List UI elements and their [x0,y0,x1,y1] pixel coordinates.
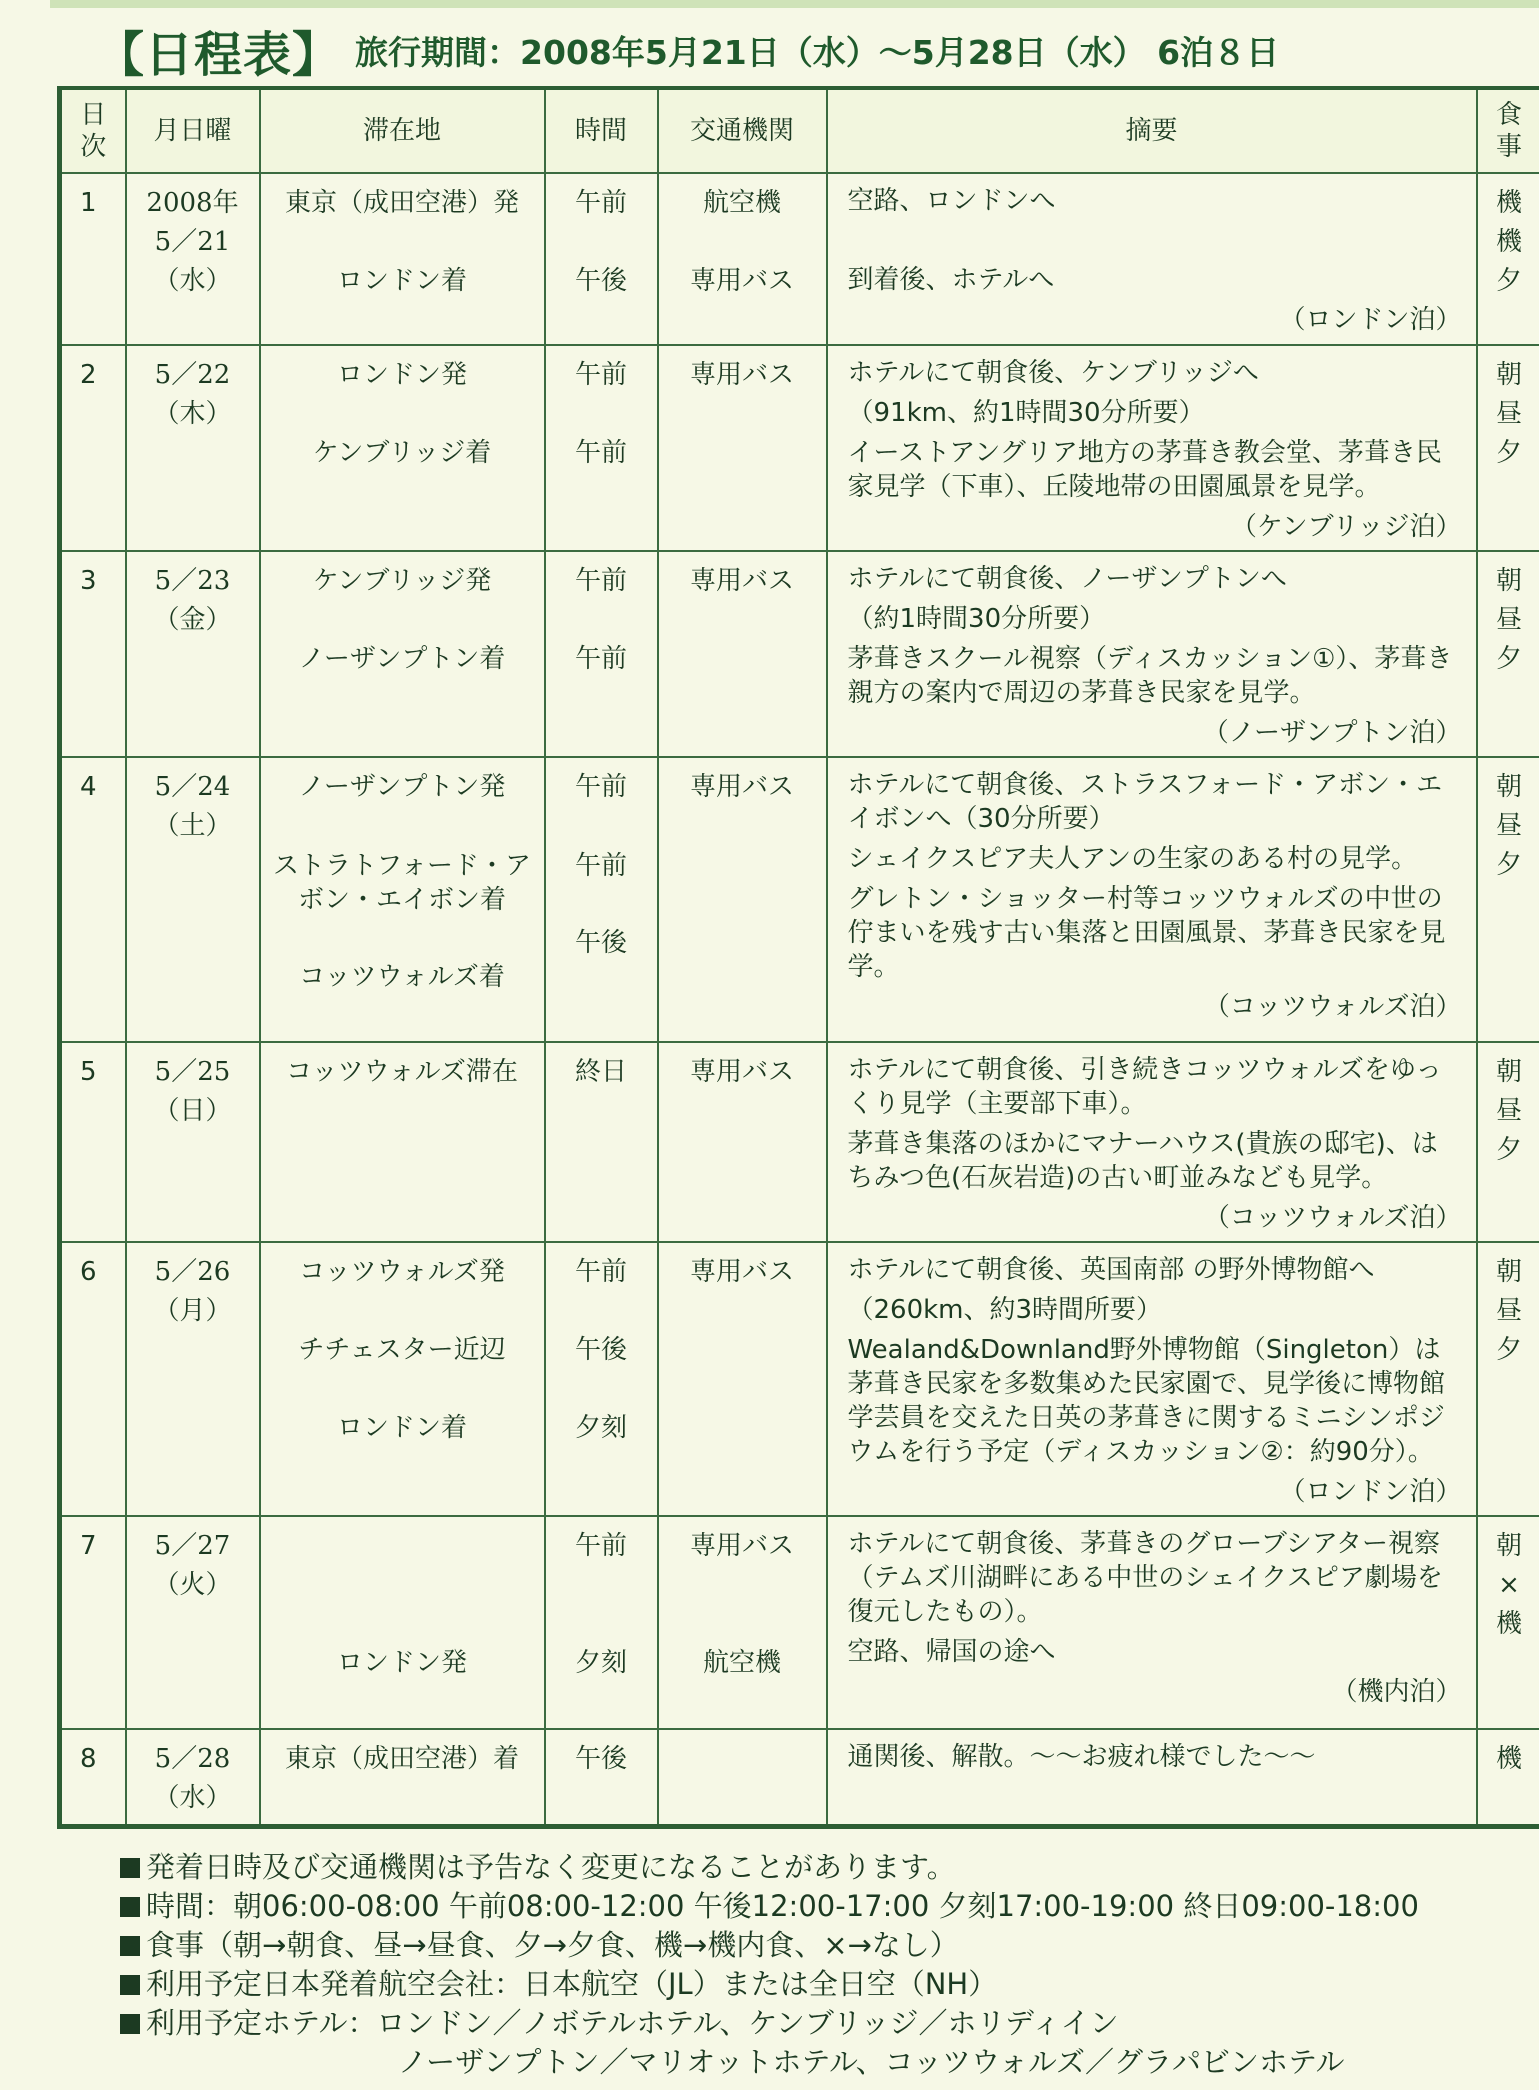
summary-text: イーストアングリア地方の茅葺き教会堂、茅葺き民家見学（下車）、丘陵地帯の田園風景を見学。 [847,438,1442,502]
time-text: 午前 [574,188,627,218]
table-row [60,1729,1539,1827]
time-gap [554,601,649,640]
summary-text: 空路、ロンドンへ [847,186,1056,216]
date-lines [127,552,259,646]
table-row [60,173,1539,345]
meal-code: 機 [1495,1609,1522,1639]
overnight-stay: （コッツウォルズ泊） [1203,992,1462,1022]
summary-lines [828,1517,1476,1715]
transport-text: 航空機 [702,1648,781,1678]
header-day-char-1: 日 [80,100,107,130]
meal-cell [1477,345,1539,551]
date-text: 5／23 [154,566,231,596]
meal-code: 朝 [1495,1057,1522,1087]
meal-lines [1478,1730,1539,1785]
date-text: （月） [153,1296,232,1326]
summary-text: グレトン・ショッター村等コッツウォルズの中世の佇まいを残す古い集落と田園風景、茅葺き民家を見学。 [847,884,1446,982]
meal-cell [1477,757,1539,1042]
schedule-body [60,173,1539,1827]
time-gap [554,807,649,846]
date-text: 5／28 [154,1744,231,1774]
location-gap [269,1605,536,1644]
summary-text: 到着後、ホテルへ [847,265,1055,295]
summary-text: （約1時間30分所要） [847,604,1106,634]
overnight-stay: （ケンブリッジ泊） [1230,512,1462,542]
meal-code: 朝 [1495,1257,1522,1287]
time-lines [546,174,657,307]
summary-text: 通関後、解散。～～お疲れ様でした～～ [847,1742,1316,1772]
day-cell [60,551,126,757]
meal-lines [1478,552,1539,685]
summary-lines [828,1730,1476,1786]
meal-code: 昼 [1495,1096,1522,1126]
transport-gap [667,223,818,262]
summary-text: ホテルにて朝食後、英国南部 の野外博物館へ [847,1255,1375,1285]
date-lines [127,758,259,852]
note-text: 食事（朝→朝食、昼→昼食、夕→夕食、機→機内食、×→なし） [146,1928,959,1962]
note-text: 発着日時及び交通機関は予告なく変更になることがあります。 [146,1850,956,1884]
location-lines [261,1517,544,1689]
date-text: （金） [153,605,232,635]
header-date: 月日曜 [126,88,260,173]
header-time: 時間 [545,88,658,173]
time-lines [546,1517,657,1689]
summary-cell [827,1729,1477,1827]
summary-text: （91km、約1時間30分所要） [847,398,1205,428]
time-lines [546,758,657,969]
summary-cell [827,1516,1477,1729]
location-lines [261,1730,544,1785]
location-text: ケンブリッジ発 [312,566,492,596]
location-gap [269,807,536,846]
header-day [60,88,126,173]
header-meal-char-2: 事 [1495,132,1522,162]
transport-cell [658,551,827,757]
transport-lines [659,552,826,607]
time-text: 午後 [574,928,627,958]
time-text: 午前 [574,360,627,390]
note-text: 利用予定ホテル：ロンドン／ノボテルホテル、ケンブリッジ／ホリディイン [146,2006,1119,2040]
location-cell [260,345,545,551]
meal-lines [1478,174,1539,307]
table-header-row [60,88,1539,173]
date-text: （木） [153,399,232,429]
meal-code: 昼 [1495,605,1522,635]
table-row [60,1516,1539,1729]
transport-cell [658,1042,827,1242]
notes [120,1848,1419,2082]
transport-text: 専用バス [689,266,794,296]
location-text: 東京（成田空港）着 [284,1744,519,1774]
summary-text: シェイクスピア夫人アンの生家のある村の見学。 [847,844,1418,874]
date-lines [127,1243,259,1337]
transport-text: 専用バス [689,360,794,390]
summary-lines [828,552,1476,756]
date-cell [126,1242,260,1516]
summary-text: ホテルにて朝食後、ストラスフォード・アボン・エイボンへ（30分所要） [847,770,1443,834]
overnight-stay: （ロンドン泊） [1279,305,1462,335]
time-text: 午前 [574,644,627,674]
time-cell [545,551,658,757]
location-text: ノーザンプトン着 [298,644,506,674]
meal-code: 夕 [1495,1335,1522,1365]
transport-cell [658,173,827,345]
transport-lines [659,1043,826,1098]
date-text: 5／26 [154,1257,231,1287]
location-text: ロンドン着 [336,266,467,296]
date-text: （土） [153,811,232,841]
transport-cell [658,1516,827,1729]
day-number: 5 [79,1057,97,1087]
note-item [120,1887,1419,1926]
table-row [60,551,1539,757]
location-gap [269,395,536,434]
day-cell [60,173,126,345]
time-lines [546,1730,657,1785]
square-bullet-icon [120,1936,140,1956]
location-lines [261,1243,544,1454]
transport-text: 専用バス [689,1531,794,1561]
location-cell [260,1516,545,1729]
note-item [120,2004,1419,2043]
day-number: 2 [79,360,97,390]
summary-cell [827,551,1477,757]
date-cell [126,757,260,1042]
summary-text: 茅葺きスクール視察（ディスカッション①）、茅葺き親方の案内で周辺の茅葺き民家を見学。 [847,644,1453,708]
transport-gap [667,1740,818,1779]
overnight-stay: （ノーザンプトン泊） [1202,718,1462,748]
meal-cell [1477,1242,1539,1516]
location-text: ロンドン発 [336,1648,467,1678]
summary-lines [828,1243,1476,1515]
date-lines [127,1730,259,1824]
transport-text: 専用バス [689,1057,794,1087]
meal-code: 夕 [1495,644,1522,674]
meal-lines [1478,346,1539,479]
note-item [120,1926,1419,1965]
meal-code: 昼 [1495,399,1522,429]
time-gap [554,1605,649,1644]
transport-lines [659,1730,826,1785]
header-day-char-2: 次 [80,132,107,162]
time-gap [554,885,649,924]
summary-lines [828,1043,1476,1241]
date-cell [126,1516,260,1729]
transport-gap [667,1566,818,1605]
transport-text: 専用バス [689,566,794,596]
transport-text: 専用バス [689,1257,794,1287]
meal-code: 朝 [1495,566,1522,596]
time-lines [546,1043,657,1098]
date-cell [126,345,260,551]
table-row [60,757,1539,1042]
location-text: チチェスター近辺 [298,1335,506,1365]
meal-code: 夕 [1495,266,1522,296]
location-lines [261,174,544,307]
time-lines [546,552,657,685]
time-lines [546,346,657,479]
time-text: 午前 [574,772,627,802]
date-text: （水） [153,1783,232,1813]
location-cell [260,1042,545,1242]
location-text: 東京（成田空港）発 [284,188,519,218]
location-lines [261,758,544,1003]
day-cell [60,1516,126,1729]
transport-gap [667,1605,818,1644]
transport-lines [659,346,826,401]
note-continuation: ノーザンプトン／マリオットホテル、コッツウォルズ／グラパビンホテル [398,2045,1345,2079]
time-text: 午前 [574,851,627,881]
header-meal [1477,88,1539,173]
day-cell [60,757,126,1042]
summary-text: ホテルにて朝食後、ノーザンプトンへ [847,564,1287,594]
day-number: 4 [79,772,97,802]
meal-lines [1478,758,1539,891]
meal-code: × [1498,1570,1520,1600]
date-text: 5／25 [154,1057,231,1087]
transport-cell [658,1242,827,1516]
meal-cell [1477,1729,1539,1827]
time-cell [545,757,658,1042]
time-gap [554,1566,649,1605]
note-text: 時間：朝06:00-08:00 午前08:00-12:00 午後12:00-17:00 夕刻17:00-19:00 終日09:00-18:00 [146,1889,1419,1923]
time-cell [545,1729,658,1827]
location-cell [260,1242,545,1516]
summary-cell [827,1042,1477,1242]
summary-lines [828,174,1476,343]
time-gap [554,223,649,262]
time-cell [545,345,658,551]
time-text: 午前 [574,1257,627,1287]
summary-cell [827,1242,1477,1516]
time-gap [554,1370,649,1409]
meal-cell [1477,551,1539,757]
schedule-table [57,86,1539,1829]
transport-lines [659,174,826,307]
day-cell [60,1242,126,1516]
note-item [120,1848,1419,1887]
date-lines [127,1517,259,1611]
transport-lines [659,758,826,813]
time-cell [545,1516,658,1729]
square-bullet-icon [120,1858,140,1878]
meal-code: 朝 [1495,360,1522,390]
summary-text: ホテルにて朝食後、茅葺きのグローブシアター視察（テムズ川湖畔にある中世のシェイクスピア劇場を復元したもの）。 [847,1529,1443,1627]
location-gap [269,1292,536,1331]
meal-code: 朝 [1495,772,1522,802]
summary-text: 空路、帰国の途へ [847,1637,1056,1667]
note-item [120,1965,1419,2004]
location-lines [261,552,544,685]
location-text: ロンドン着 [336,1413,467,1443]
date-text: （日） [153,1096,232,1126]
transport-text: 専用バス [689,772,794,802]
note-text: 利用予定日本発着航空会社：日本航空（JL）または全日空（NH） [146,1967,998,2001]
transport-cell [658,1729,827,1827]
meal-code: 機 [1495,188,1522,218]
summary-text: 茅葺き集落のほかにマナーハウス(貴族の邸宅)、はちみつ色(石灰岩造)の古い町並みなども見学。 [847,1129,1438,1193]
date-lines [127,174,259,307]
summary-text: Wealand&Downland野外博物館（Singleton）は茅葺き民家を多数集めた民家園で、見学後に博物館学芸員を交えた日英の茅葺きに関するミニシンポジウムを行う予定（ディスカッション②：約90分）。 [847,1335,1445,1467]
location-text: ノーザンプトン発 [298,772,506,802]
date-lines [127,1043,259,1137]
location-gap [269,1370,536,1409]
day-cell [60,345,126,551]
meal-code: 夕 [1495,438,1522,468]
time-cell [545,1042,658,1242]
top-rule [50,0,1539,8]
header-location: 滞在地 [260,88,545,173]
time-cell [545,173,658,345]
day-number: 7 [79,1531,97,1561]
location-cell [260,1729,545,1827]
date-lines [127,346,259,440]
meal-code: 昼 [1495,1296,1522,1326]
square-bullet-icon [120,1897,140,1917]
summary-text: （260km、約3時間所要） [847,1295,1163,1325]
time-text: 午後 [574,1335,627,1365]
table-row [60,1042,1539,1242]
meal-code: 夕 [1495,1135,1522,1165]
transport-lines [659,1243,826,1298]
meal-cell [1477,173,1539,345]
transport-cell [658,345,827,551]
location-text: ケンブリッジ着 [312,438,492,468]
location-text: コッツウォルズ着 [299,962,505,992]
page-title: 【日程表】 [96,26,342,83]
meal-code: 昼 [1495,811,1522,841]
day-cell [60,1042,126,1242]
time-gap [554,1292,649,1331]
location-gap [269,601,536,640]
meal-cell [1477,1516,1539,1729]
date-cell [126,173,260,345]
transport-lines [659,1517,826,1689]
location-text: ストラトフォード・アボン・エイボン着 [273,851,531,915]
date-cell [126,1042,260,1242]
meal-code: 機 [1495,1744,1522,1774]
transport-text: 航空機 [702,188,781,218]
overnight-stay: （コッツウォルズ泊） [1203,1203,1462,1233]
time-text: 夕刻 [574,1648,627,1678]
summary-text: ホテルにて朝食後、引き続きコッツウォルズをゆっくり見学（主要部下車）。 [847,1055,1442,1119]
time-text: 午後 [574,1744,627,1774]
time-cell [545,1242,658,1516]
meal-lines [1478,1517,1539,1650]
header-summary: 摘要 [827,88,1477,173]
date-text: 5／27 [154,1531,231,1561]
time-text: 午前 [574,438,627,468]
location-cell [260,757,545,1042]
title-bar [96,22,1280,83]
time-text: 終日 [574,1057,627,1087]
location-text: ロンドン発 [336,360,467,390]
table-row [60,345,1539,551]
table-row [60,1242,1539,1516]
summary-cell [827,757,1477,1042]
header-transport: 交通機関 [658,88,827,173]
day-number: 1 [79,188,97,218]
day-number: 6 [79,1257,97,1287]
time-gap [554,395,649,434]
meal-code: 朝 [1495,1531,1522,1561]
date-text: 2008年 [146,188,239,218]
summary-gap [848,224,1462,263]
location-gap [269,1566,536,1605]
summary-cell [827,345,1477,551]
summary-lines [828,758,1476,1030]
location-gap [269,1527,536,1566]
date-text: 5／22 [154,360,231,390]
date-cell [126,1729,260,1827]
meal-lines [1478,1243,1539,1376]
location-cell [260,173,545,345]
location-lines [261,1043,544,1098]
location-text: コッツウォルズ滞在 [286,1057,518,1087]
location-gap [269,919,536,958]
meal-code: 機 [1495,227,1522,257]
location-gap [269,223,536,262]
header-meal-char-1: 食 [1495,100,1522,130]
transport-cell [658,757,827,1042]
meal-lines [1478,1043,1539,1176]
travel-period: 旅行期間：2008年5月21日（水）～5月28日（水） 6泊８日 [355,32,1280,72]
location-cell [260,551,545,757]
day-number: 8 [79,1744,97,1774]
overnight-stay: （ロンドン泊） [1279,1477,1462,1507]
meal-cell [1477,1042,1539,1242]
summary-text: ホテルにて朝食後、ケンブリッジへ [847,358,1259,388]
location-text: コッツウォルズ発 [299,1257,505,1287]
time-text: 午前 [574,566,627,596]
time-text: 夕刻 [574,1413,627,1443]
time-text: 午後 [574,266,627,296]
square-bullet-icon [120,2014,140,2034]
date-text: 5／21 [154,227,231,257]
time-text: 午前 [574,1531,627,1561]
date-text: （火） [153,1570,232,1600]
day-number: 3 [79,566,97,596]
date-cell [126,551,260,757]
meal-code: 夕 [1495,850,1522,880]
time-lines [546,1243,657,1454]
overnight-stay: （機内泊） [1331,1677,1462,1707]
square-bullet-icon [120,1975,140,1995]
summary-cell [827,173,1477,345]
day-cell [60,1729,126,1827]
date-text: 5／24 [154,772,231,802]
location-lines [261,346,544,479]
summary-lines [828,346,1476,550]
date-text: （水） [153,266,232,296]
